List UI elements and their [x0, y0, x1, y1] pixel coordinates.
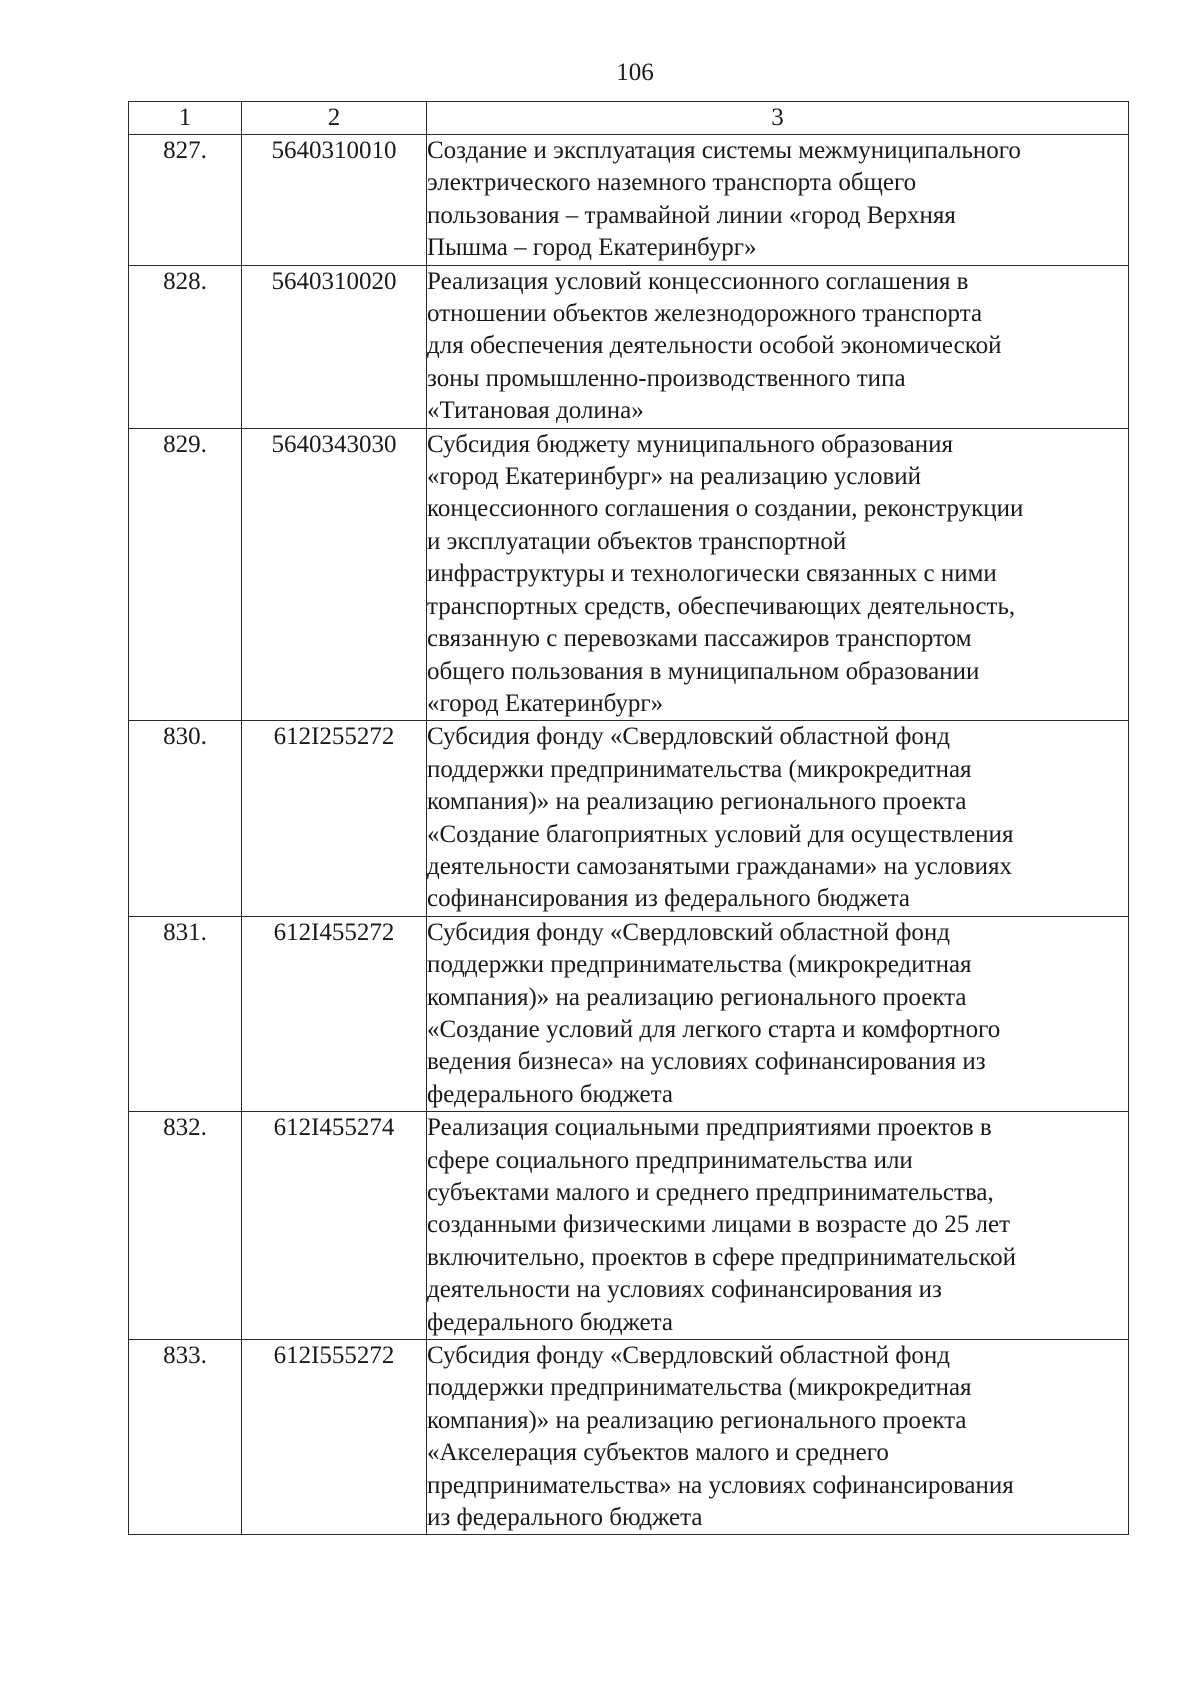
column-header-description: 3 [427, 102, 1129, 135]
target-code-cell: 612I455272 [242, 916, 427, 1111]
description-line: федерального бюджета [427, 1308, 673, 1336]
description-line: Субсидия фонду «Свердловский областной фонд [427, 918, 951, 946]
description-line: федерального бюджета [427, 1080, 673, 1108]
description-line: «Создание благоприятных условий для осуществления [427, 820, 1014, 848]
description-line: отношении объектов железнодорожного транспорта [427, 300, 983, 328]
description-line: пользования – трамвайной линии «город Верхняя [427, 201, 956, 229]
row-number-cell: 832. [129, 1112, 242, 1340]
description-line: Реализация социальными предприятиями проектов в [427, 1114, 992, 1142]
table-row [129, 265, 1129, 428]
description-line: компания)» на реализацию регионального проекта [427, 1406, 967, 1434]
description-line: транспортных средств, обеспечивающих деятельность, [427, 592, 1016, 620]
description-line: поддержки предпринимательства (микрокредитная [427, 1374, 972, 1402]
description-cell [427, 135, 1129, 266]
description-line: софинансирования из федерального бюджета [427, 885, 911, 913]
target-code-cell: 5640310020 [242, 265, 427, 428]
description-line: Субсидия фонду «Свердловский областной фонд [427, 1342, 951, 1370]
description-line: поддержки предпринимательства (микрокредитная [427, 755, 972, 783]
row-number-cell: 827. [129, 135, 242, 266]
description-line: деятельности самозанятыми гражданами» на условиях [427, 852, 1013, 880]
description-line: «Акселерация субъектов малого и среднего [427, 1439, 889, 1467]
table-row [129, 135, 1129, 266]
description-line: Создание и эксплуатация системы межмуниципального [427, 137, 1021, 164]
description-line: субъектами малого и среднего предпринимательства, [427, 1179, 994, 1206]
description-cell [427, 916, 1129, 1111]
description-line: Субсидия фонду «Свердловский областной фонд [427, 723, 951, 751]
description-cell [427, 1112, 1129, 1340]
row-number-cell: 831. [129, 916, 242, 1111]
description-line: компания)» на реализацию регионального проекта [427, 983, 967, 1011]
budget-classification-table [128, 101, 1129, 1535]
description-line: инфраструктуры и технологически связанных с ними [427, 560, 997, 588]
target-code-cell: 5640310010 [242, 135, 427, 266]
description-line: «город Екатеринбург» на реализацию условий [427, 463, 922, 491]
description-line: Пышма – город Екатеринбург» [427, 234, 757, 262]
description-line: из федерального бюджета [427, 1504, 703, 1532]
column-header-code: 2 [242, 102, 427, 135]
target-code-cell: 612I255272 [242, 721, 427, 916]
table-row [129, 916, 1129, 1111]
description-line: «Создание условий для легкого старта и комфортного [427, 1015, 1001, 1043]
column-header-number: 1 [129, 102, 242, 135]
target-code-cell: 612I455274 [242, 1112, 427, 1340]
description-line: Субсидия бюджету муниципального образования [427, 430, 954, 458]
description-line: компания)» на реализацию регионального проекта [427, 788, 967, 816]
target-code-cell: 612I555272 [242, 1340, 427, 1535]
page-number: 106 [616, 59, 654, 86]
table-row [129, 721, 1129, 916]
description-line: сфере социального предпринимательства или [427, 1146, 913, 1174]
description-line: электрического наземного транспорта общего [427, 169, 917, 197]
table-row [129, 1340, 1129, 1535]
description-line: ведения бизнеса» на условиях софинансирования из [427, 1048, 986, 1076]
row-number-cell: 829. [129, 428, 242, 721]
row-number-cell: 833. [129, 1340, 242, 1535]
table-header-row [129, 102, 1129, 135]
description-line: «город Екатеринбург» [427, 689, 664, 717]
description-line: предпринимательства» на условиях софинансирования [427, 1471, 1014, 1499]
description-line: связанную с перевозками пассажиров транспортом [427, 625, 972, 653]
description-cell [427, 428, 1129, 721]
description-line: концессионного соглашения о создании, реконструкции [427, 495, 1024, 523]
description-line: и эксплуатации объектов транспортной [427, 527, 847, 555]
table-row [129, 428, 1129, 721]
description-cell [427, 265, 1129, 428]
description-line: созданными физическими лицами в возрасте до 25 лет [427, 1211, 1011, 1239]
description-line: для обеспечения деятельности особой экономической [427, 332, 1002, 360]
table-row [129, 1112, 1129, 1340]
description-line: поддержки предпринимательства (микрокредитная [427, 951, 972, 979]
description-line: деятельности на условиях софинансирования из [427, 1276, 942, 1304]
description-line: Реализация условий концессионного соглашения в [427, 267, 969, 295]
row-number-cell: 828. [129, 265, 242, 428]
description-cell [427, 721, 1129, 916]
description-cell [427, 1340, 1129, 1535]
description-line: включительно, проектов в сфере предпринимательской [427, 1243, 1016, 1271]
description-line: зоны промышленно-производственного типа [427, 364, 906, 392]
row-number-cell: 830. [129, 721, 242, 916]
target-code-cell: 5640343030 [242, 428, 427, 721]
description-line: «Титановая долина» [427, 397, 644, 425]
description-line: общего пользования в муниципальном образовании [427, 657, 980, 685]
